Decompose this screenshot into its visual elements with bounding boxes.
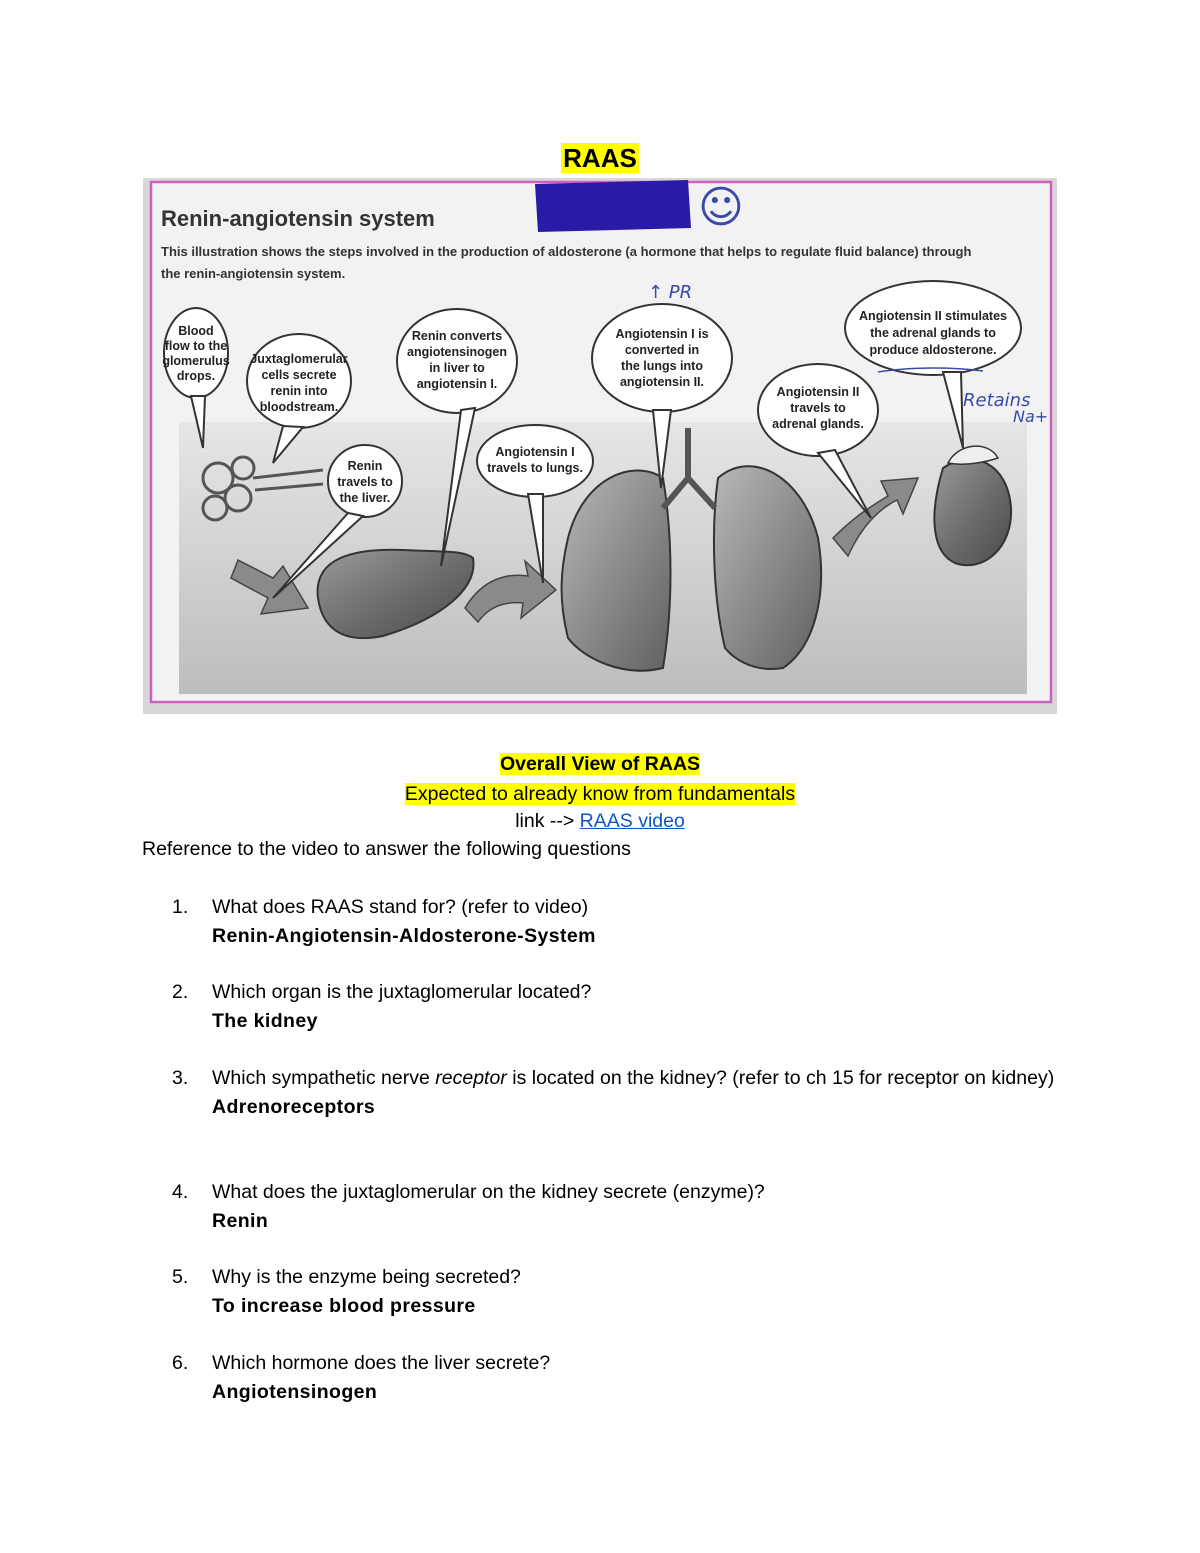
- reference-instruction: Reference to the video to answer the following questions: [142, 838, 631, 860]
- svg-text:Juxtaglomerularcells secretere: Juxtaglomerular cells secrete renin into bloodstream.: [250, 352, 348, 414]
- figure-caption-line-2: the renin-angiotensin system.: [161, 266, 346, 281]
- answer-text: To increase blood pressure: [212, 1295, 476, 1317]
- question-3: [172, 1064, 1072, 1122]
- question-2: [172, 978, 1072, 1036]
- answer-text: Angiotensinogen: [212, 1381, 378, 1403]
- question-number: 2.: [172, 981, 189, 1003]
- question-number: 4.: [172, 1181, 189, 1203]
- video-link-line: [0, 808, 1200, 834]
- question-text: Which sympathetic nerve receptor is located on the kidney? (refer to ch 15 for receptor on kidney): [212, 1067, 1055, 1089]
- question-text: Why is the enzyme being secreted?: [212, 1266, 521, 1288]
- question-number: 5.: [172, 1266, 189, 1288]
- answer-text: Renin: [212, 1210, 269, 1232]
- handwritten-pr-note: ↑ PR: [648, 282, 693, 303]
- smiley-icon: ☺: [698, 182, 744, 233]
- svg-text:Angiotensin IItravels toadrena: Angiotensin II travels to adrenal glands.: [772, 385, 864, 431]
- redacted-name-mark: [535, 180, 691, 232]
- question-text: Which hormone does the liver secrete?: [212, 1352, 551, 1374]
- figure-caption-line-1: This illustration shows the steps involved in the production of aldosterone (a hormone that helps to regulate fluid balance) through: [161, 244, 972, 259]
- kidney-drawing: [934, 459, 1011, 565]
- section-title: Overall View of RAAS: [499, 753, 701, 775]
- question-4: [172, 1178, 1072, 1236]
- svg-text:Bloodflow to theglomerulusdrop: Blood flow to the glomerulus drops.: [162, 324, 230, 383]
- question-number: 3.: [172, 1067, 189, 1089]
- handwritten-retains-note: Retains: [963, 390, 1031, 411]
- answer-text: Renin-Angiotensin-Aldosterone-System: [212, 925, 596, 947]
- question-text: What does RAAS stand for? (refer to video): [212, 896, 589, 918]
- question-6: [172, 1349, 1072, 1407]
- svg-text:Angiotensin II stimulatesthe a: Angiotensin II stimulates the adrenal glands to produce aldosterone.: [859, 309, 1007, 357]
- handwritten-na-note: Na+: [1013, 407, 1049, 426]
- svg-text:Angiotensin I isconverted inth: Angiotensin I is converted in the lungs into angiotensin II.: [615, 327, 709, 389]
- svg-text:Angiotensin Itravels to lungs.: Angiotensin I travels to lungs.: [487, 445, 583, 475]
- question-number: 6.: [172, 1352, 189, 1374]
- svg-text:Renin convertsangiotensinogeni: Renin converts angiotensinogen in liver to angiotensin I.: [407, 329, 507, 391]
- answer-text: The kidney: [212, 1010, 318, 1032]
- svg-text:Renintravels tothe liver.: Renin travels to the liver.: [337, 459, 393, 505]
- expected-note: Expected to already know from fundamentals: [404, 783, 796, 805]
- question-text: What does the juxtaglomerular on the kidney secrete (enzyme)?: [212, 1181, 765, 1203]
- question-number: 1.: [172, 896, 189, 918]
- raas-video-link[interactable]: RAAS video: [579, 810, 685, 832]
- document-title: RAAS: [563, 143, 637, 173]
- raas-illustration: [143, 178, 1057, 714]
- link-prefix: link -->: [515, 810, 575, 832]
- question-text: Which organ is the juxtaglomerular located?: [212, 981, 592, 1003]
- figure-heading: Renin-angiotensin system: [161, 206, 435, 231]
- question-1: [172, 893, 1072, 951]
- answer-text: Adrenoreceptors: [212, 1096, 376, 1118]
- question-5: [172, 1263, 1072, 1321]
